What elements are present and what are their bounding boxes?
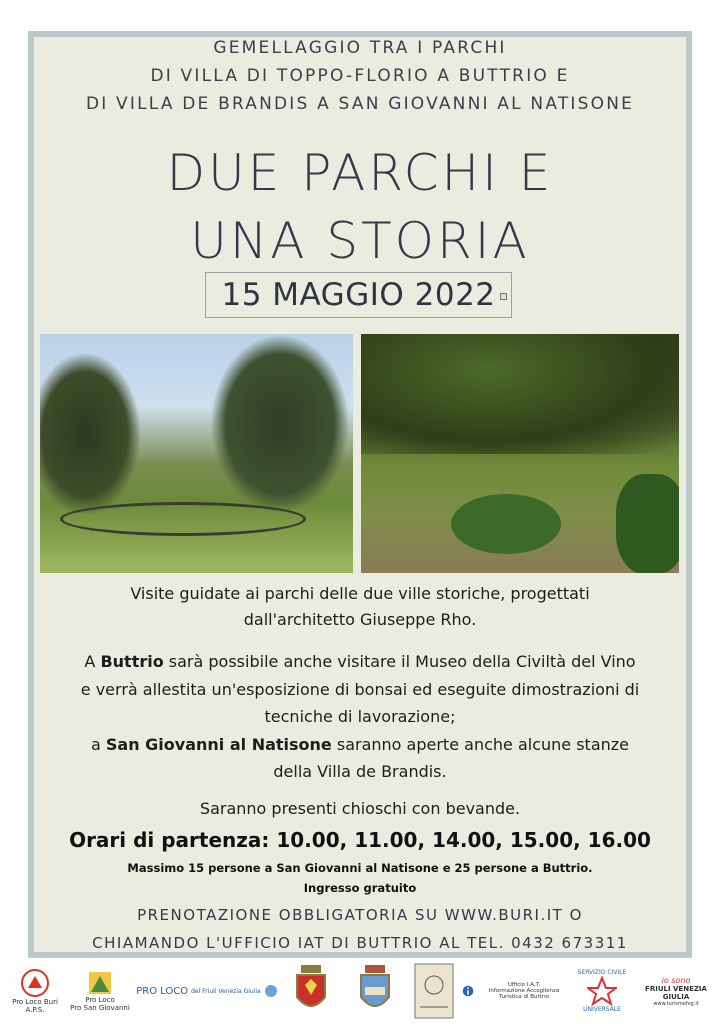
proloco-buri-label: Pro Loco Buri A.P.S. [12,998,58,1014]
turismo-fvg-url: www.turismofvg.it [653,1000,699,1007]
servizio-civile-logo [572,962,632,1020]
servizio-civile-label-2: UNIVERSALE [583,1006,621,1013]
body-line-3: tecniche di lavorazione; [264,707,456,726]
chioschi-line: Saranno presenti chioschi con bevande. [199,799,521,818]
buttrio-bold: Buttrio [100,652,164,671]
coat-of-arms-icon [353,963,397,1019]
body-prefix: A [84,652,101,671]
resize-handle-icon [500,293,507,300]
proloco-fvg-label-2: LOCO [160,985,189,997]
ufficio-iat-label-2: Informazione Accoglienza Turistica di Buttrio [488,988,560,1000]
intro-line-2: dall'architetto Giuseppe Rho. [243,610,477,629]
proloco-sg-label-1: Pro Loco [85,996,115,1004]
body-prefix-2: a [91,735,106,754]
header-line-3: DI VILLA DE BRANDIS A SAN GIOVANNI AL NATISONE [85,94,635,114]
coat-of-arms-icon [289,963,333,1019]
body-line-5: della Villa de Brandis. [273,762,447,781]
museo-civilta-vino-logo [412,962,456,1020]
orari-partenza: Orari di partenza: 10.00, 11.00, 14.00, 15.00, 16.00 [69,828,651,852]
servizio-civile-label-1: SERVIZIO CIVILE [577,969,627,976]
event-date [205,272,512,318]
title-line-1: DUE PARCHI E [166,144,554,202]
io-sono-fvg-logo [636,962,716,1020]
header-line-1: GEMELLAGGIO TRA I PARCHI [213,38,507,58]
globe-icon [264,984,278,998]
park-photo-buttrio [40,334,353,573]
prenotazione-line-1: PRENOTAZIONE OBBLIGATORIA SU WWW.BURI.IT O [137,906,583,924]
tree-shape [210,334,350,514]
canopy-shape [361,334,679,454]
park-photo-san-giovanni [361,334,679,573]
proloco-sg-icon [87,970,113,996]
buttrio-rest: sarà possibile anche visitare il Museo della Civiltà del Vino [163,652,636,671]
massimo-persone: Massimo 15 persone a San Giovanni al Natisone e 25 persone a Buttrio. [127,861,593,875]
proloco-sg-label-2: Pro San Giovanni [70,1004,130,1012]
proloco-fvg-label-1: PRO [136,985,158,997]
io-sono-label: io sono [661,975,691,985]
proloco-fvg-logo [134,962,280,1020]
proloco-buri-logo [4,962,66,1020]
intro-line-1: Visite guidate ai parchi delle due ville storiche, progettati [130,584,590,603]
museum-card-icon [414,963,454,1019]
bush-shape [451,494,561,554]
ufficio-iat-logo [462,962,570,1020]
tree-shape [40,354,140,514]
prenotazione-line-2: CHIAMANDO L'UFFICIO IAT DI BUTTRIO AL TEL. 0432 673311 [92,934,628,952]
star-icon [587,976,617,1006]
body-line-1 [0,650,720,674]
bush-shape [616,474,679,573]
coat-of-arms-buttrio [286,962,336,1020]
ufficio-iat-label-1: Ufficio I.A.T. [507,982,541,988]
ingresso-gratuito: Ingresso gratuito [303,881,417,895]
proloco-sg-logo [70,962,130,1020]
san-giovanni-rest: saranno aperte anche alcune stanze [331,735,629,754]
proloco-buri-icon [20,968,50,998]
fence-shape [60,502,306,536]
proloco-fvg-label-3: del Friuli Venezia Giulia [191,987,261,995]
san-giovanni-bold: San Giovanni al Natisone [105,735,332,754]
info-icon [462,983,474,999]
header-line-2: DI VILLA DI TOPPO-FLORIO A BUTTRIO E [150,66,570,86]
body-line-4 [0,733,720,757]
fvg-label: FRIULI VENEZIA GIULIA [645,984,707,1001]
coat-of-arms-san-giovanni [350,962,400,1020]
event-date-text: 15 MAGGIO 2022 [221,277,496,313]
sponsor-logos-bar [0,958,720,1024]
body-line-2: e verrà allestita un'esposizione di bonsai ed eseguite dimostrazioni di [80,680,640,699]
title-line-2: UNA STORIA [190,212,530,270]
